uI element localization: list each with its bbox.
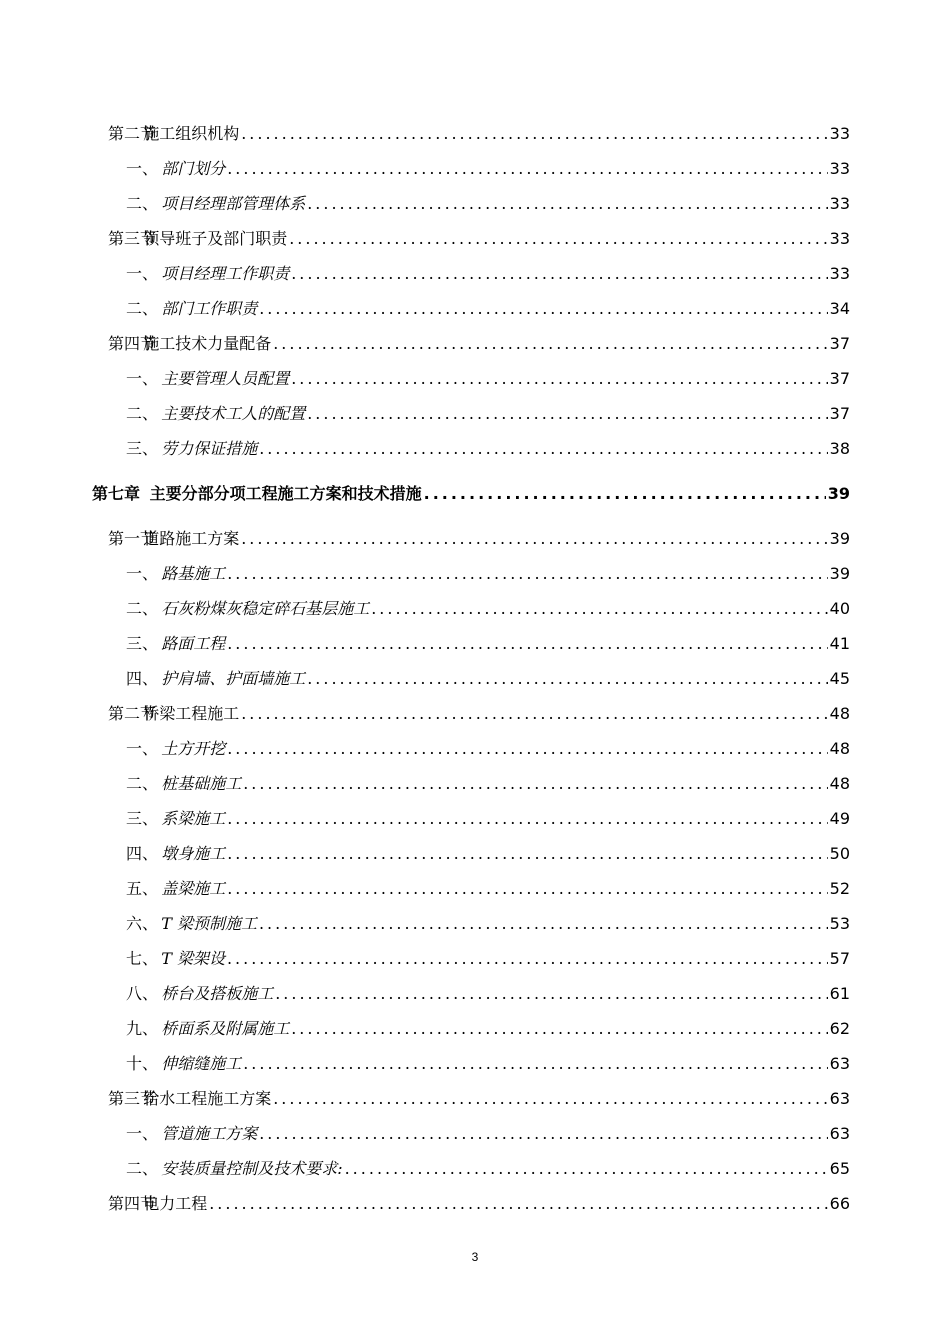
toc-entry-number: 第四节 — [108, 1194, 157, 1213]
toc-entry-number: 第四节 — [108, 334, 157, 353]
toc-entry-page: 38 — [829, 439, 850, 458]
toc-leader — [227, 159, 827, 179]
toc-leader — [259, 299, 827, 319]
toc-entry[interactable] — [126, 739, 850, 759]
toc-chapter-entry[interactable] — [92, 484, 850, 504]
toc-entry[interactable] — [126, 564, 850, 584]
toc-entry[interactable] — [126, 159, 850, 179]
toc-entry-page: 48 — [829, 704, 850, 723]
toc-entry-page: 34 — [829, 299, 850, 318]
toc-entry-title: 主要技术工人的配置 — [161, 404, 306, 423]
toc-entry-title: 护肩墙、护面墙施工 — [161, 669, 306, 688]
toc-entry-page: 53 — [829, 914, 850, 933]
toc-entry-title: 土方开挖 — [161, 739, 226, 758]
toc-entry-title: 管道施工方案 — [161, 1124, 258, 1143]
toc-leader — [307, 194, 827, 214]
toc-entry[interactable] — [108, 124, 850, 144]
toc-entry[interactable] — [108, 529, 850, 549]
toc-entry-title: 项目经理工作职责 — [161, 264, 290, 283]
toc-entry-number: 二、 — [126, 599, 159, 618]
toc-entry[interactable] — [126, 809, 850, 829]
toc-entry-number: 三、 — [126, 809, 159, 828]
toc-entry[interactable] — [108, 229, 850, 249]
toc-leader — [227, 844, 827, 864]
toc-leader — [227, 879, 827, 899]
toc-entry-page: 37 — [829, 334, 850, 353]
toc-entry-page: 48 — [829, 774, 850, 793]
toc-entry-title: 部门划分 — [161, 159, 226, 178]
toc-leader — [291, 264, 827, 284]
toc-leader — [307, 669, 827, 689]
toc-entry[interactable] — [126, 369, 850, 389]
toc-entry[interactable] — [126, 844, 850, 864]
toc-leader — [345, 1159, 828, 1179]
toc-entry-page: 33 — [829, 194, 850, 213]
toc-entry[interactable] — [126, 1124, 850, 1144]
toc-chapter-title: 主要分部分项工程施工方案和技术措施 — [149, 484, 422, 503]
toc-entry-title: 施工组织机构 — [143, 124, 240, 143]
toc-entry-title: 路面工程 — [161, 634, 226, 653]
toc-leader — [227, 949, 828, 969]
toc-entry-page: 45 — [829, 669, 850, 688]
toc-entry-page: 57 — [829, 949, 850, 968]
toc-leader — [227, 564, 827, 584]
toc-leader — [259, 1124, 827, 1144]
toc-entry-title: 路基施工 — [161, 564, 226, 583]
toc-leader — [259, 914, 828, 934]
toc-entry[interactable] — [108, 334, 850, 354]
toc-entry-page: 52 — [829, 879, 850, 898]
toc-entry-page: 33 — [829, 229, 850, 248]
toc-entry-page: 37 — [829, 404, 850, 423]
toc-entry[interactable] — [126, 774, 850, 794]
toc-entry-page: 37 — [829, 369, 850, 388]
toc-entry-number: 二、 — [126, 404, 159, 423]
page-number: 3 — [471, 1250, 479, 1264]
toc-entry-title: 道路施工方案 — [143, 529, 240, 548]
toc-entry-number: 第三节 — [108, 1089, 157, 1108]
toc-leader — [289, 229, 827, 249]
toc-entry-title: 给水工程施工方案 — [143, 1089, 272, 1108]
toc-entry[interactable] — [126, 439, 850, 459]
toc-entry-title: 桩基础施工 — [161, 774, 242, 793]
toc-leader — [291, 1019, 827, 1039]
toc-entry-number: 二、 — [126, 774, 159, 793]
toc-entry[interactable] — [126, 264, 850, 284]
toc-entry-page: 39 — [827, 484, 850, 503]
toc-entry-title: 部门工作职责 — [161, 299, 258, 318]
toc-entry-title: 系梁施工 — [161, 809, 226, 828]
toc-entry-number: 八、 — [126, 984, 159, 1003]
toc-entry-title: 施工技术力量配备 — [143, 334, 272, 353]
toc-entry-number: 一、 — [126, 739, 159, 758]
toc-entry-number: 一、 — [126, 1124, 159, 1143]
toc-leader — [241, 124, 827, 144]
toc-leader — [273, 1089, 827, 1109]
toc-entry-page: 41 — [829, 634, 850, 653]
toc-leader — [243, 774, 827, 794]
toc-entry[interactable] — [126, 634, 850, 654]
toc-leader — [371, 599, 827, 619]
toc-entry-title: 墩身施工 — [161, 844, 226, 863]
toc-entry-title: 石灰粉煤灰稳定碎石基层施工 — [161, 599, 370, 618]
toc-entry[interactable] — [126, 879, 850, 899]
toc-entry-number: 九、 — [126, 1019, 159, 1038]
toc-entry[interactable] — [108, 704, 850, 724]
toc-entry-number: 三、 — [126, 634, 159, 653]
toc-entry[interactable] — [126, 299, 850, 319]
toc-entry-page: 63 — [829, 1089, 850, 1108]
toc-entry-number: 二、 — [126, 299, 159, 318]
toc-entry-page: 49 — [829, 809, 850, 828]
toc-entry-number: 五、 — [126, 879, 159, 898]
toc-entry-title: 桥台及搭板施工 — [161, 984, 274, 1003]
toc-entry[interactable] — [126, 194, 850, 214]
toc-leader — [227, 634, 827, 654]
toc-entry[interactable] — [108, 1089, 850, 1109]
toc-entry-page: 63 — [829, 1054, 850, 1073]
toc-entry-number: 第二节 — [108, 124, 157, 143]
toc-leader — [291, 369, 827, 389]
toc-entry-page: 39 — [829, 564, 850, 583]
toc-entry-number: 七、 — [126, 949, 159, 968]
toc-entry-title: 主要管理人员配置 — [161, 369, 290, 388]
toc-entry-number: 第二节 — [108, 704, 157, 723]
toc-entry-title: T 梁架设 — [161, 949, 225, 968]
toc-entry-page: 33 — [829, 264, 850, 283]
toc-entry-number: 一、 — [126, 564, 159, 583]
toc-entry[interactable] — [126, 599, 850, 619]
toc-leader — [241, 704, 827, 724]
toc-entry-number: 十、 — [126, 1054, 159, 1073]
toc-entry-page: 48 — [829, 739, 850, 758]
toc-leader — [307, 404, 827, 424]
toc-entry[interactable] — [126, 984, 850, 1004]
toc-entry-number: 第一节 — [108, 529, 157, 548]
toc-leader — [227, 809, 827, 829]
toc-entry-title: T 梁预制施工 — [161, 914, 257, 933]
toc-entry[interactable] — [126, 404, 850, 424]
toc-entry-number: 二、 — [126, 194, 159, 213]
toc-entry-title: 项目经理部管理体系 — [161, 194, 306, 213]
toc-leader — [227, 739, 827, 759]
toc-entry-number: 一、 — [126, 264, 159, 283]
toc-entry-title: 电力工程 — [143, 1194, 208, 1213]
toc-entry-title: 桥梁工程施工 — [143, 704, 240, 723]
toc-entry[interactable] — [126, 669, 850, 689]
toc-entry-page: 63 — [829, 1124, 850, 1143]
toc-leader — [241, 529, 827, 549]
toc-entry-page: 65 — [829, 1159, 850, 1178]
toc-leader — [275, 984, 827, 1004]
toc-entry-title: 劳力保证措施 — [161, 439, 258, 458]
toc-leader — [243, 1054, 827, 1074]
toc-entry-page: 61 — [829, 984, 850, 1003]
toc-entry-number: 一、 — [126, 369, 159, 388]
toc-entry-number: 第三节 — [108, 229, 157, 248]
toc-entry[interactable] — [126, 1054, 850, 1074]
toc-entry[interactable] — [126, 949, 850, 969]
toc-entry-page: 50 — [829, 844, 850, 863]
toc-entry-page: 39 — [829, 529, 850, 548]
toc-entry[interactable] — [108, 1194, 850, 1214]
toc-leader — [209, 1194, 827, 1214]
toc-entry-number: 三、 — [126, 439, 159, 458]
toc-entry-title: 盖梁施工 — [161, 879, 226, 898]
toc-entry-page: 62 — [829, 1019, 850, 1038]
toc-entry-number: 二、 — [126, 1159, 159, 1178]
toc-entry-number: 四、 — [126, 669, 159, 688]
toc-entry-page: 40 — [829, 599, 850, 618]
toc-entry-title: 桥面系及附属施工 — [161, 1019, 290, 1038]
toc-entry[interactable] — [126, 1159, 850, 1179]
toc-entry[interactable] — [126, 1019, 850, 1039]
toc-leader — [259, 439, 827, 459]
toc-leader — [273, 334, 827, 354]
toc-entry-title: 伸缩缝施工 — [161, 1054, 242, 1073]
toc-leader — [424, 484, 826, 504]
toc-entry-number: 一、 — [126, 159, 159, 178]
toc-entry-title: 安装质量控制及技术要求: — [161, 1159, 343, 1178]
toc-chapter-number: 第七章 — [92, 484, 141, 503]
toc-entry-number: 六、 — [126, 914, 159, 933]
toc-entry-title: 领导班子及部门职责 — [143, 229, 288, 248]
toc-entry-page: 66 — [829, 1194, 850, 1213]
toc-entry-number: 四、 — [126, 844, 159, 863]
toc-entry[interactable] — [126, 914, 850, 934]
toc-entry-page: 33 — [829, 124, 850, 143]
toc-entry-page: 33 — [829, 159, 850, 178]
